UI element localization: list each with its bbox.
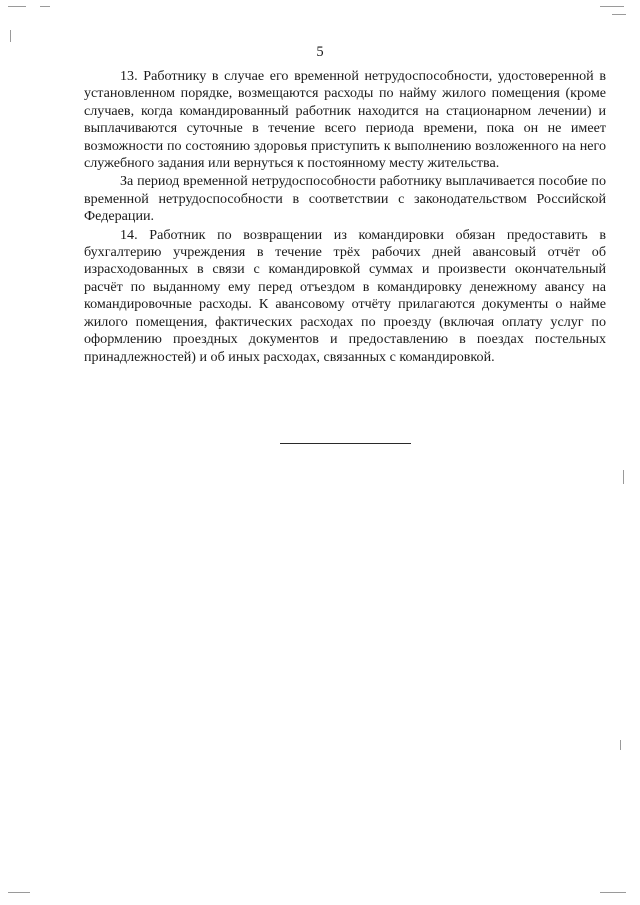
scan-artifact: [10, 30, 11, 42]
scan-artifact: [8, 6, 26, 7]
document-body: [84, 68, 606, 367]
scan-artifact: [8, 892, 30, 893]
scan-artifact: [623, 470, 624, 484]
scan-artifact: [620, 740, 621, 750]
paragraph-13: 13. Работнику в случае его временной нетрудоспособности, удостоверенной в установленном порядке, возмещаются расходы по найму жилого помещения (кроме случаев, когда командированный работник находится на стационарном лечении) и выплачиваются суточные в течение всего периода времени, пока он не имеет возможности по состоянию здоровья приступить к выполнению возложенного на него служебного задания или вернуться к постоянному месту жительства.: [84, 68, 606, 172]
page-number: 5: [316, 44, 324, 60]
paragraph-temporary-disability: За период временной нетрудоспособности работнику выплачивается пособие по временной нетрудоспособности в соответствии с законодательством Российской Федерации.: [84, 173, 606, 225]
end-separator-line: [280, 443, 411, 444]
scan-artifact: [600, 892, 626, 893]
scan-artifact: [600, 6, 624, 7]
paragraph-14: 14. Работник по возвращении из командировки обязан предоставить в бухгалтерию учреждения в течение трёх рабочих дней авансовый отчёт об израсходованных в связи с командировкой суммах и произвести окончательный расчёт по выданному ему перед отъездом в командировку денежному авансу на командировочные расходы. К авансовому отчёту прилагаются документы о найме жилого помещения, фактических расходах по проезду (включая оплату услуг по оформлению проездных документов и предоставлению в поездах постельных принадлежностей) и об иных расходах, связанных с командировкой.: [84, 226, 606, 365]
scan-artifact: [40, 6, 50, 7]
scan-artifact: [612, 14, 626, 15]
